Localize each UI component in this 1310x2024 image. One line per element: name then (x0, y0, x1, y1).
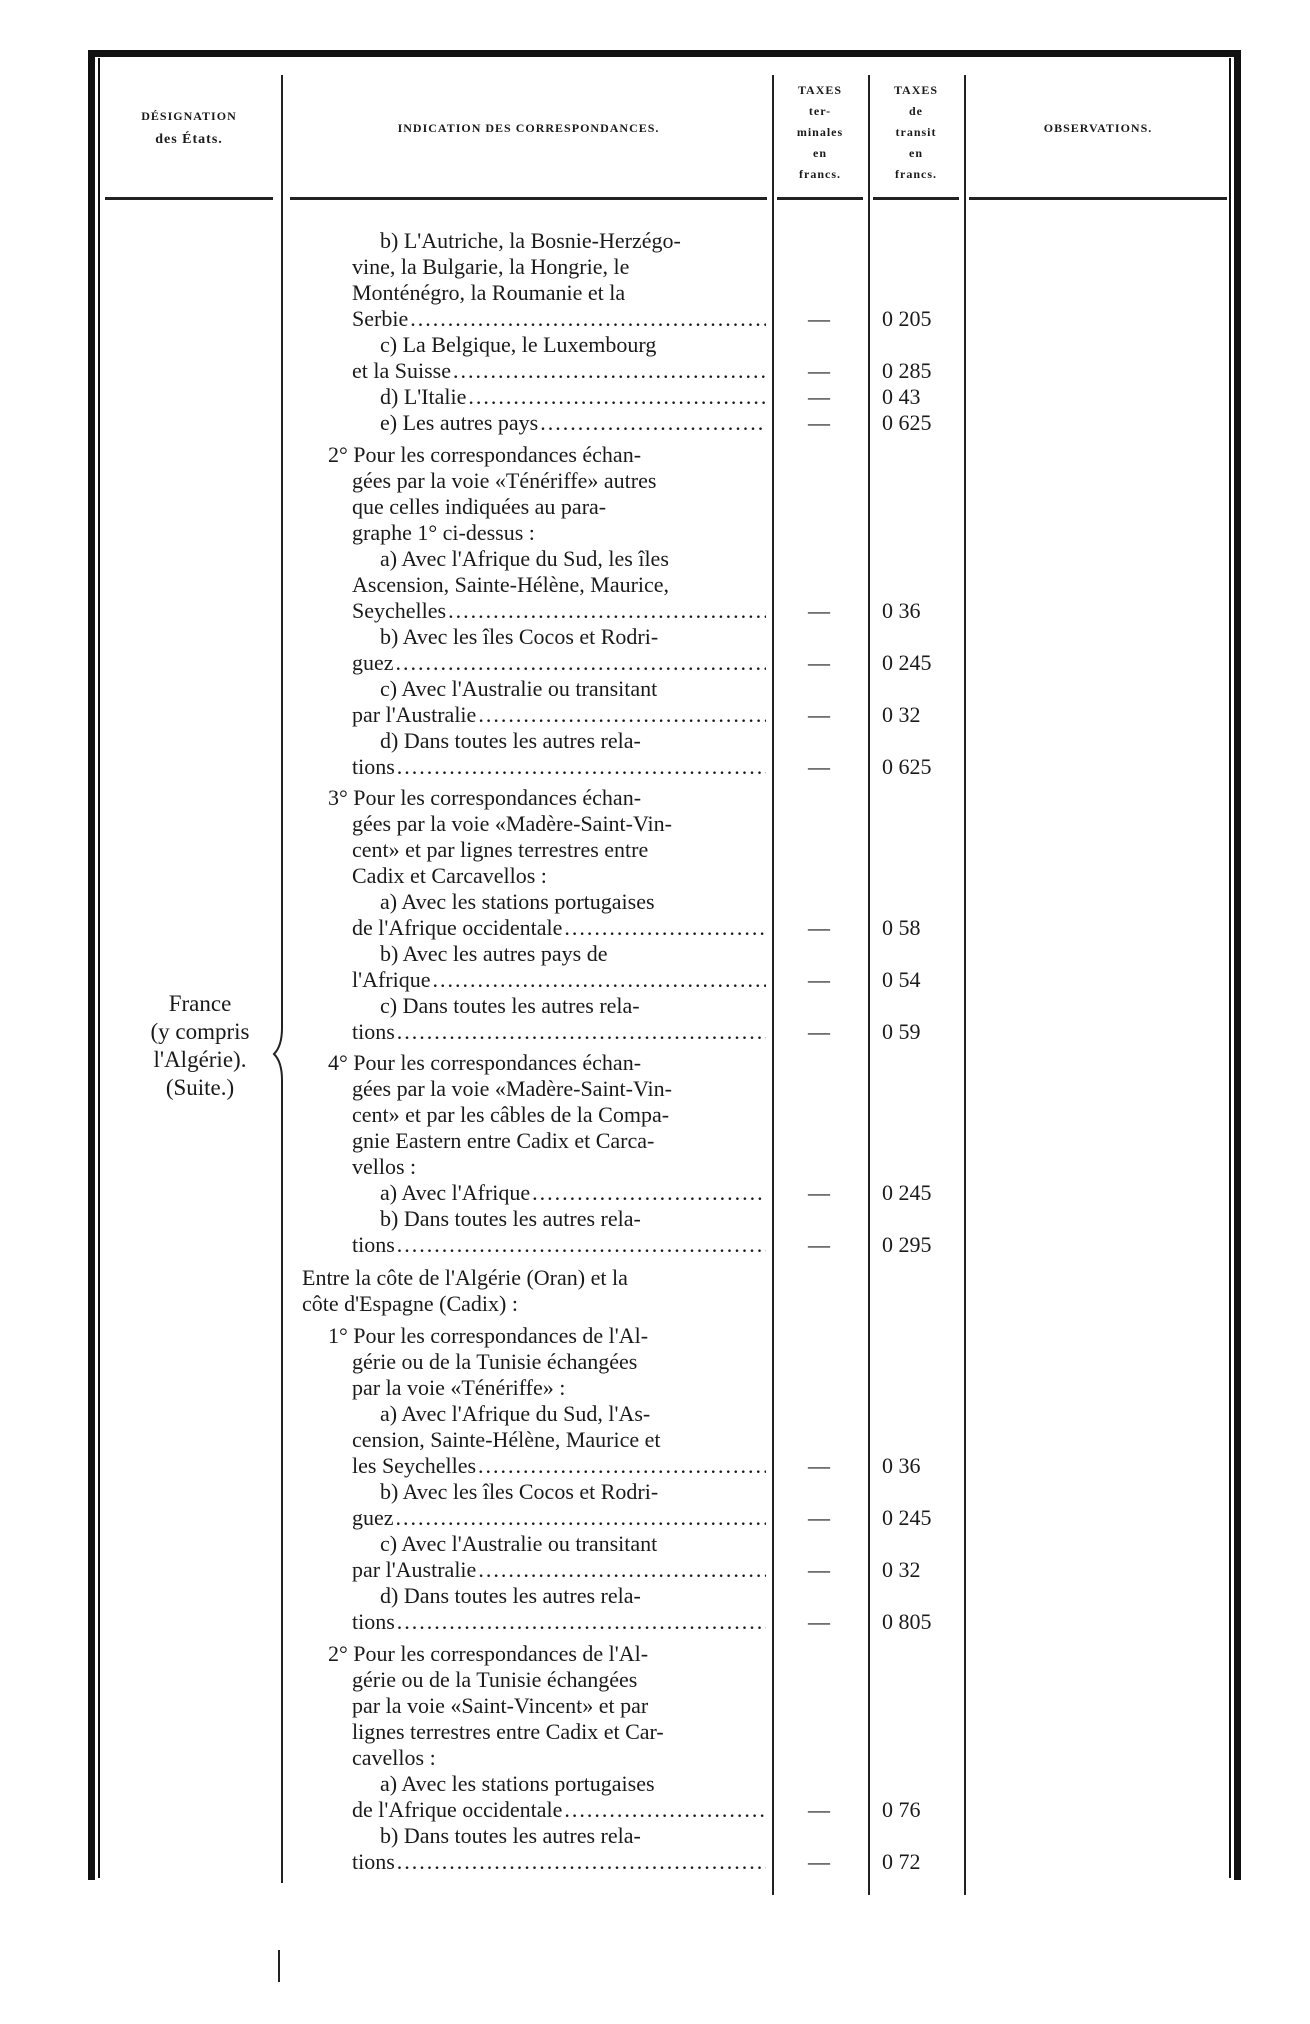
leader-dots (397, 754, 766, 780)
entry-line (352, 863, 766, 889)
entry-line (352, 1154, 766, 1180)
entry-text: que celles indiquées au para- (352, 494, 607, 519)
entry-text: guez (352, 650, 394, 675)
entry-line (352, 520, 766, 546)
terminal-tax-value: — (808, 754, 830, 779)
entry-text: b) Avec les îles Cocos et Rodri- (380, 624, 659, 649)
entry-line (352, 280, 766, 306)
entry-line (352, 1849, 766, 1875)
terminal-tax-value: — (808, 1609, 830, 1634)
entry-text: c) Avec l'Australie ou transitant (380, 676, 658, 701)
leader-dots (564, 915, 766, 941)
header-rule-5 (969, 197, 1227, 200)
entry-text: gérie ou de la Tunisie échangées (352, 1667, 638, 1692)
transit-tax-value: 0 36 (882, 1453, 921, 1478)
entry-line (352, 837, 766, 863)
entry-line (352, 306, 766, 332)
leader-dots (478, 1557, 766, 1583)
entry-text: côte d'Espagne (Cadix) : (302, 1291, 518, 1316)
entry-text: l'Afrique (352, 967, 431, 992)
transit-tax-value: 0 76 (882, 1797, 921, 1822)
entry-line (380, 1771, 766, 1797)
entry-line (380, 410, 766, 436)
entry-text: cension, Sainte-Hélène, Maurice et (352, 1427, 661, 1452)
entry-line (352, 1693, 766, 1719)
entry-text: Seychelles (352, 598, 447, 623)
entry-text: les Seychelles (352, 1453, 477, 1478)
entry-text: tions (352, 1232, 395, 1257)
leader-dots (468, 384, 766, 410)
header-state-line-2: des États. (155, 132, 223, 147)
entry-text: gées par la voie «Ténériffe» autres (352, 468, 657, 493)
leader-dots (397, 1232, 766, 1258)
header-rule-2 (290, 197, 767, 200)
entry-line (352, 967, 766, 993)
column-rule-1-lower (278, 1950, 280, 1982)
entry-line (352, 1076, 766, 1102)
leader-dots (397, 1849, 766, 1875)
leader-dots (397, 1609, 766, 1635)
header-terminal-line-4: en (813, 146, 827, 160)
entry-text: cent» et par lignes terrestres entre (352, 837, 649, 862)
terminal-tax-value: — (808, 1505, 830, 1530)
entry-line (380, 993, 766, 1019)
terminal-tax-value: — (808, 410, 830, 435)
entry-text: Cadix et Carcavellos : (352, 863, 547, 888)
entry-line (352, 1427, 766, 1453)
entry-text: gnie Eastern entre Cadix et Carca- (352, 1128, 655, 1153)
header-correspondences (290, 120, 767, 136)
leader-dots (540, 410, 766, 436)
transit-tax-value: 0 245 (882, 1180, 932, 1205)
entry-line (352, 1375, 766, 1401)
entry-text: vellos : (352, 1154, 417, 1179)
entry-line (302, 1265, 766, 1291)
entry-text: cent» et par les câbles de la Compa- (352, 1102, 670, 1127)
terminal-tax-value: — (808, 598, 830, 623)
terminal-tax-value: — (808, 1232, 830, 1257)
entry-text: Monténégro, la Roumanie et la (352, 280, 626, 305)
entry-text: d) Dans toutes les autres rela- (380, 1583, 641, 1608)
entry-line (352, 468, 766, 494)
entry-line (352, 1505, 766, 1531)
leader-dots (396, 1505, 766, 1531)
entry-text: b) Dans toutes les autres rela- (380, 1823, 641, 1848)
entry-line (380, 1823, 766, 1849)
entry-text: tions (352, 1019, 395, 1044)
entry-line (352, 1232, 766, 1258)
entry-line (352, 702, 766, 728)
leader-dots (532, 1180, 766, 1206)
entry-text: a) Avec les stations portugaises (380, 1771, 655, 1796)
entry-line (352, 1453, 766, 1479)
leader-dots (396, 650, 766, 676)
entry-line (380, 941, 766, 967)
entry-line (352, 811, 766, 837)
entry-text: c) Avec l'Australie ou transitant (380, 1531, 658, 1556)
entry-line (352, 254, 766, 280)
entry-line (380, 889, 766, 915)
header-terminal-line-1: TAXES (797, 83, 843, 97)
transit-tax-value: 0 805 (882, 1609, 932, 1634)
entry-text: 1° Pour les correspondances de l'Al- (328, 1323, 649, 1348)
column-rule-2 (772, 75, 774, 1895)
entry-line (352, 1102, 766, 1128)
entry-text: gérie ou de la Tunisie échangées (352, 1349, 638, 1374)
entry-line (352, 1667, 766, 1693)
transit-tax-value: 0 245 (882, 650, 932, 675)
transit-tax-value: 0 36 (882, 598, 921, 623)
state-line-2: (y compris (150, 1019, 250, 1044)
header-terminal-line-2: ter- (808, 104, 832, 118)
entry-text: cavellos : (352, 1745, 436, 1770)
entry-text: tions (352, 1609, 395, 1634)
state-line-3: l'Algérie). (153, 1047, 247, 1072)
transit-tax-value: 0 59 (882, 1019, 921, 1044)
entry-line (380, 1401, 766, 1427)
entry-text: c) Dans toutes les autres rela- (380, 993, 640, 1018)
entry-line (352, 650, 766, 676)
entry-line (380, 546, 766, 572)
entry-line (328, 785, 766, 811)
entry-text: a) Avec l'Afrique du Sud, l'As- (380, 1401, 651, 1426)
terminal-tax-value: — (808, 1019, 830, 1044)
entry-line (352, 1719, 766, 1745)
entry-line (380, 332, 766, 358)
entry-line (380, 624, 766, 650)
leader-dots (564, 1797, 766, 1823)
terminal-tax-value: — (808, 384, 830, 409)
entry-line (352, 1609, 766, 1635)
entry-text: Ascension, Sainte-Hélène, Maurice, (352, 572, 670, 597)
entry-text: e) Les autres pays (380, 410, 539, 435)
entry-text: a) Avec l'Afrique (380, 1180, 531, 1205)
transit-tax-value: 0 32 (882, 1557, 921, 1582)
entry-line (352, 1797, 766, 1823)
header-rule-4 (873, 197, 959, 200)
transit-tax-value: 0 58 (882, 915, 921, 940)
table-frame-right-inner (1229, 58, 1231, 1878)
state-brace (270, 228, 290, 1883)
entry-text: c) La Belgique, le Luxembourg (380, 332, 657, 357)
entry-line (328, 442, 766, 468)
leader-dots (478, 702, 766, 728)
entry-line (380, 228, 766, 254)
header-terminal-line-3: minales (796, 125, 844, 139)
entry-text: de l'Afrique occidentale (352, 1797, 563, 1822)
entry-line (352, 1349, 766, 1375)
header-state-line-1: DÉSIGNATION (141, 109, 237, 123)
entry-line (380, 1479, 766, 1505)
transit-tax-value: 0 32 (882, 702, 921, 727)
entry-text: guez (352, 1505, 394, 1530)
table-frame-right (1234, 50, 1241, 1880)
terminal-tax-value: — (808, 915, 830, 940)
terminal-tax-value: — (808, 1849, 830, 1874)
terminal-tax-value: — (808, 1180, 830, 1205)
entry-text: b) L'Autriche, la Bosnie-Herzégo- (380, 228, 681, 253)
header-transit-line-1: TAXES (893, 83, 939, 97)
entry-line (328, 1050, 766, 1076)
transit-tax-value: 0 54 (882, 967, 921, 992)
entry-text: 2° Pour les correspondances de l'Al- (328, 1641, 649, 1666)
entry-text: Serbie (352, 306, 409, 331)
header-transit-line-2: de (909, 104, 923, 118)
entry-line (352, 572, 766, 598)
entry-line (352, 1745, 766, 1771)
table-frame-top (88, 50, 1240, 57)
entry-line (328, 1641, 766, 1667)
entry-text: d) L'Italie (380, 384, 467, 409)
leader-dots (410, 306, 766, 332)
terminal-tax-value: — (808, 1453, 830, 1478)
leader-dots (478, 1453, 766, 1479)
entry-text: et la Suisse (352, 358, 451, 383)
entry-line (352, 598, 766, 624)
transit-tax-value: 0 295 (882, 1232, 932, 1257)
header-state-designation (105, 104, 273, 152)
header-terminal-line-5: francs. (799, 167, 841, 181)
entry-line (352, 358, 766, 384)
entry-line (352, 915, 766, 941)
entry-line (380, 384, 766, 410)
state-designation (130, 990, 270, 1102)
entry-text: de l'Afrique occidentale (352, 915, 563, 940)
entry-line (380, 1531, 766, 1557)
entry-line (380, 728, 766, 754)
header-transit-line-3: transit (895, 125, 937, 139)
terminal-tax-value: — (808, 967, 830, 992)
entry-text: gées par la voie «Madère-Saint-Vin- (352, 1076, 672, 1101)
entry-text: vine, la Bulgarie, la Hongrie, le (352, 254, 630, 279)
entry-text: lignes terrestres entre Cadix et Car- (352, 1719, 664, 1744)
column-rule-4 (964, 75, 966, 1895)
entry-text: par la voie «Saint-Vincent» et par (352, 1693, 649, 1718)
terminal-tax-value: — (808, 702, 830, 727)
entry-line (352, 494, 766, 520)
state-line-1: France (168, 991, 232, 1016)
entry-text: graphe 1° ci-dessus : (352, 520, 535, 545)
transit-tax-value: 0 625 (882, 410, 932, 435)
terminal-tax-value: — (808, 306, 830, 331)
column-rule-1 (281, 75, 283, 230)
header-terminal-taxes (774, 80, 866, 185)
entry-line (352, 754, 766, 780)
entry-text: b) Dans toutes les autres rela- (380, 1206, 641, 1231)
entry-text: a) Avec l'Afrique du Sud, les îles (380, 546, 669, 571)
entry-text: 3° Pour les correspondances échan- (328, 785, 642, 810)
header-transit-line-5: francs. (895, 167, 937, 181)
entry-line (380, 1583, 766, 1609)
entry-line (380, 1180, 766, 1206)
header-transit-line-4: en (909, 146, 923, 160)
transit-tax-value: 0 625 (882, 754, 932, 779)
entry-line (352, 1557, 766, 1583)
entry-line (302, 1291, 766, 1317)
entry-text: par l'Australie (352, 1557, 477, 1582)
entry-line (380, 1206, 766, 1232)
table-frame-left-inner (98, 58, 100, 1878)
entry-text: gées par la voie «Madère-Saint-Vin- (352, 811, 672, 836)
entry-line (328, 1323, 766, 1349)
table-frame-left (88, 50, 95, 1880)
header-observations (969, 120, 1227, 136)
entry-text: b) Avec les autres pays de (380, 941, 608, 966)
entry-line (380, 676, 766, 702)
header-transit-taxes (870, 80, 962, 185)
header-rule-3 (777, 197, 863, 200)
header-correspondences-text: INDICATION DES CORRESPONDANCES. (397, 121, 660, 135)
entry-text: tions (352, 1849, 395, 1874)
state-line-4: (Suite.) (165, 1075, 235, 1100)
entry-text: tions (352, 754, 395, 779)
terminal-tax-value: — (808, 1557, 830, 1582)
entry-text: par l'Australie (352, 702, 477, 727)
column-rule-3 (868, 75, 870, 1895)
transit-tax-value: 0 285 (882, 358, 932, 383)
header-observations-text: OBSERVATIONS. (1043, 121, 1153, 135)
entry-line (352, 1128, 766, 1154)
header-rule-1 (105, 197, 273, 200)
entry-text: d) Dans toutes les autres rela- (380, 728, 641, 753)
terminal-tax-value: — (808, 358, 830, 383)
entry-text: a) Avec les stations portugaises (380, 889, 655, 914)
leader-dots (397, 1019, 766, 1045)
entry-line (352, 1019, 766, 1045)
leader-dots (433, 967, 767, 993)
entry-text: Entre la côte de l'Algérie (Oran) et la (302, 1265, 628, 1290)
terminal-tax-value: — (808, 650, 830, 675)
entry-text: par la voie «Ténériffe» : (352, 1375, 566, 1400)
transit-tax-value: 0 43 (882, 384, 921, 409)
entry-text: b) Avec les îles Cocos et Rodri- (380, 1479, 659, 1504)
transit-tax-value: 0 205 (882, 306, 932, 331)
leader-dots (448, 598, 766, 624)
transit-tax-value: 0 72 (882, 1849, 921, 1874)
terminal-tax-value: — (808, 1797, 830, 1822)
entry-text: 2° Pour les correspondances échan- (328, 442, 642, 467)
transit-tax-value: 0 245 (882, 1505, 932, 1530)
leader-dots (453, 358, 766, 384)
entry-text: 4° Pour les correspondances échan- (328, 1050, 642, 1075)
